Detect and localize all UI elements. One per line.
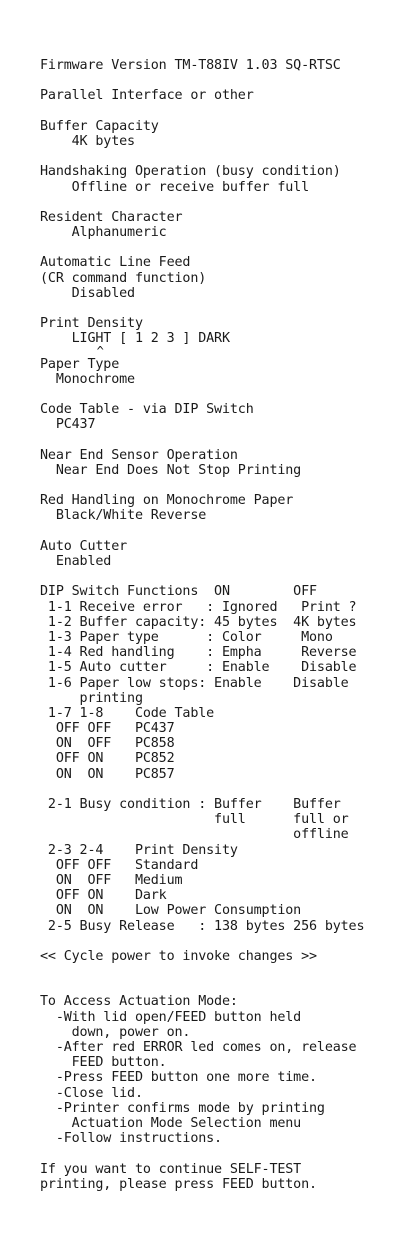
print-density-row: OFF OFF Standard <box>40 857 199 873</box>
near-end-sensor-heading: Near End Sensor Operation <box>40 447 238 463</box>
actuation-step-continued: down, power on. <box>40 1024 191 1040</box>
interface-line: Parallel Interface or other <box>40 88 254 104</box>
handshaking-value: Offline or receive buffer full <box>40 179 310 195</box>
dip-row-1-3: 1-3 Paper type : Color Mono <box>40 629 333 645</box>
auto-line-feed-heading: Automatic Line Feed <box>40 255 191 271</box>
actuation-mode-heading: To Access Actuation Mode: <box>40 994 238 1010</box>
auto-cutter-value: Enabled <box>40 554 112 569</box>
print-density-switch-header: 2-3 2-4 Print Density <box>40 842 238 858</box>
print-density-row: ON OFF Medium <box>40 872 183 888</box>
paper-type-heading: Paper Type <box>40 356 120 372</box>
continue-notice-line-1: If you want to continue SELF-TEST <box>40 1161 302 1177</box>
dip-row-1-4: 1-4 Red handling : Empha Reverse <box>40 645 357 661</box>
dip-row-2-1: 2-1 Busy condition : Buffer Buffer <box>40 797 341 812</box>
dip-row-1-6: 1-6 Paper low stops: Enable Disable <box>40 675 349 691</box>
blank-line <box>40 240 406 255</box>
dip-row-1-1: 1-1 Receive error : Ignored Print ? <box>40 599 357 615</box>
blank-line <box>40 1146 406 1161</box>
receipt-printout <box>40 58 406 1192</box>
handshaking-heading: Handshaking Operation (busy condition) <box>40 164 341 180</box>
actuation-step: -Close lid. <box>40 1085 143 1101</box>
density-marker-indent <box>40 344 97 358</box>
actuation-step: -With lid open/FEED button held <box>40 1009 302 1025</box>
blank-line <box>40 149 406 164</box>
blank-line <box>40 301 406 316</box>
auto-line-feed-subheading: (CR command function) <box>40 270 207 286</box>
code-table-row: OFF ON PC852 <box>40 751 175 767</box>
print-density-heading: Print Density <box>40 316 143 332</box>
code-table-value: PC437 <box>40 417 96 433</box>
dip-row-1-2: 1-2 Buffer capacity: 45 bytes 4K bytes <box>40 614 357 630</box>
dip-row-2-1-continued: offline <box>40 827 349 843</box>
blank-line <box>40 104 406 119</box>
blank-line <box>40 195 406 210</box>
near-end-sensor-value: Near End Does Not Stop Printing <box>40 462 302 478</box>
actuation-step: -After red ERROR led comes on, release <box>40 1040 357 1055</box>
code-table-switch-header: 1-7 1-8 Code Table <box>40 705 215 721</box>
continue-notice-line-2: printing, please press FEED button. <box>40 1176 317 1192</box>
dip-row-1-6-continued: printing <box>40 690 143 706</box>
blank-line <box>40 569 406 584</box>
auto-cutter-heading: Auto Cutter <box>40 538 128 554</box>
blank-line <box>40 524 406 539</box>
code-table-row: OFF OFF PC437 <box>40 721 175 737</box>
print-density-marker <box>40 343 406 358</box>
print-density-row: ON ON Low Power Consumption <box>40 903 302 919</box>
blank-line <box>40 433 406 448</box>
blank-line <box>40 782 406 797</box>
blank-line <box>40 964 406 979</box>
code-table-row: ON OFF PC858 <box>40 736 175 752</box>
actuation-step: -Press FEED button one more time. <box>40 1070 317 1086</box>
actuation-step: -Follow instructions. <box>40 1131 222 1147</box>
resident-character-value: Alphanumeric <box>40 225 167 241</box>
dip-row-2-5: 2-5 Busy Release : 138 bytes 256 bytes <box>40 918 365 934</box>
code-table-row: ON ON PC857 <box>40 766 175 782</box>
buffer-capacity-heading: Buffer Capacity <box>40 118 159 134</box>
auto-line-feed-value: Disabled <box>40 285 135 301</box>
blank-line <box>40 934 406 949</box>
resident-character-heading: Resident Character <box>40 209 183 225</box>
blank-line <box>40 73 406 88</box>
firmware-version-line: Firmware Version TM-T88IV 1.03 SQ-RTSC <box>40 58 341 73</box>
blank-line <box>40 387 406 402</box>
red-handling-heading: Red Handling on Monochrome Paper <box>40 493 294 509</box>
actuation-step-continued: FEED button. <box>40 1055 167 1071</box>
paper-type-value: Monochrome <box>40 371 135 387</box>
blank-line <box>40 979 406 994</box>
buffer-capacity-value: 4K bytes <box>40 133 135 149</box>
dip-switch-header: DIP Switch Functions ON OFF <box>40 584 317 600</box>
red-handling-value: Black/White Reverse <box>40 508 207 524</box>
cycle-power-notice: << Cycle power to invoke changes >> <box>40 948 317 964</box>
actuation-step: -Printer confirms mode by printing <box>40 1100 325 1116</box>
density-marker-caret: ^ <box>96 343 104 358</box>
print-density-scale: LIGHT [ 1 2 3 ] DARK <box>40 331 230 347</box>
print-density-row: OFF ON Dark <box>40 888 167 904</box>
dip-row-1-5: 1-5 Auto cutter : Enable Disable <box>40 660 357 676</box>
actuation-step-continued: Actuation Mode Selection menu <box>40 1115 302 1131</box>
blank-line <box>40 478 406 493</box>
code-table-heading: Code Table - via DIP Switch <box>40 402 254 418</box>
dip-row-2-1-continued: full full or <box>40 812 349 828</box>
